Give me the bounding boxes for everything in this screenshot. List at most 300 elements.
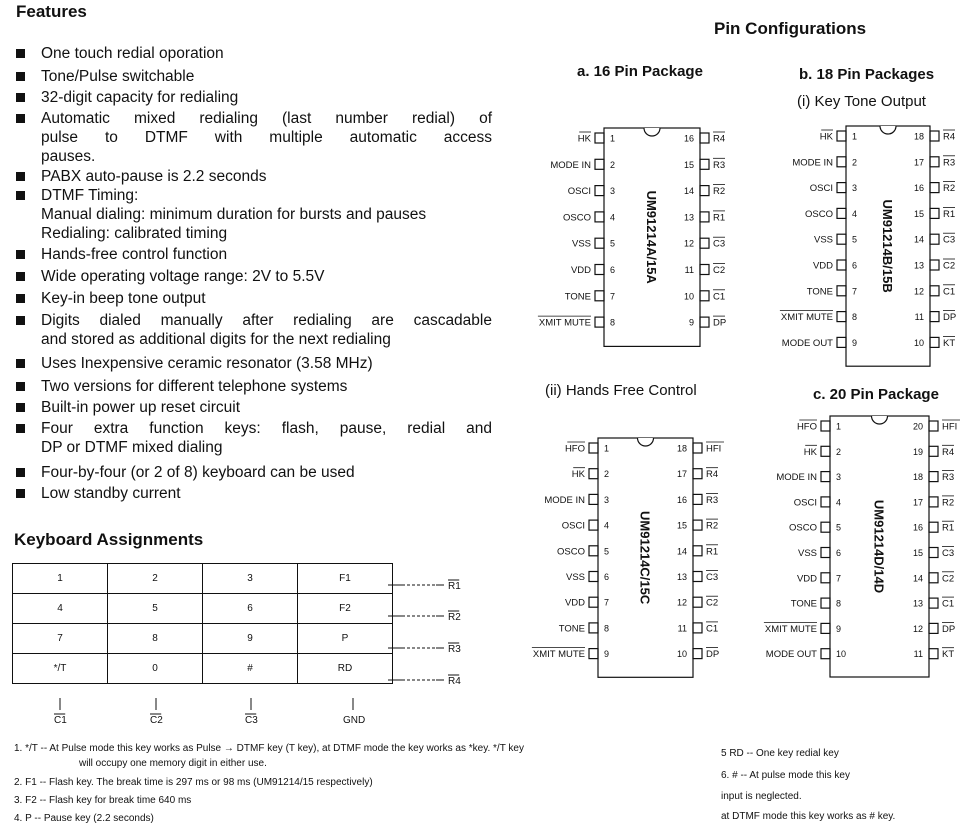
pin-number: 16 [683,133,694,144]
pin-box [821,649,830,659]
pin-label: DP [713,317,727,329]
pin-label: R1 [706,546,719,558]
pin-box [929,421,938,431]
keyboard-title: Keyboard Assignments [14,530,204,549]
pin-box [930,260,939,270]
pin-number: 10 [676,649,687,660]
pin-number: 3 [836,472,842,483]
pin-number: 17 [676,469,687,480]
pin-label: XMIT MUTE [532,649,585,661]
pin-number: 1 [836,421,842,432]
pin-box [821,598,830,608]
pin-label: MODE IN [550,159,591,171]
chip-notch [880,126,896,134]
pin-box [930,131,939,141]
pin-number: 3 [610,186,616,197]
pin-diagrams [500,100,975,690]
pin-number: 14 [683,186,694,197]
pin-box [589,494,598,504]
pin-number: 12 [913,286,924,297]
wire-label: C2 [150,715,163,726]
pin-label: OSCO [789,522,817,534]
feature-text: Uses Inexpensive ceramic resonator (3.58 MHz) [41,355,373,372]
pin-box [821,548,830,558]
pin-box [589,520,598,530]
pin-label: C2 [713,265,726,276]
key-cell: */T [13,654,108,684]
pin-label: MODE IN [792,157,833,169]
key-cell: F2 [298,594,393,624]
package-b2-title: (ii) Hands Free Control [545,382,697,399]
pin-label: XMIT MUTE [764,623,817,635]
feature-text: Manual dialing: minimum duration for bursts and pauses [41,206,427,223]
pin-box [821,497,830,507]
bullet-icon [16,191,25,200]
package-b1-title: (i) Key Tone Output [797,93,926,110]
pin-box [589,597,598,607]
pin-number: 14 [913,234,924,245]
pin-label: OSCI [567,186,591,198]
pin-box [821,421,830,431]
keyboard-wiring [0,560,480,730]
bullet-icon [16,489,25,498]
key-cell: # [203,654,298,684]
note-5: 5 RD -- One key redial key [721,748,839,759]
pin-number: 11 [677,623,687,634]
pin-number: 9 [852,337,858,348]
pin-label: DP [942,623,956,635]
pin-number: 7 [604,597,610,608]
feature-item [16,419,492,457]
pin-number: 16 [912,522,923,533]
pin-label: C3 [943,234,956,246]
chip-notch [644,128,660,136]
pin-label: OSCI [561,520,585,532]
bullet-icon [16,114,25,123]
feature-text: Key-in beep tone output [41,290,206,307]
bullet-icon [16,294,25,303]
pin-box [595,291,604,301]
pin-config-title: Pin Configurations [714,19,867,38]
pin-box [929,649,938,659]
pin-number: 15 [913,208,924,219]
feature-text: Low standby current [41,485,181,502]
pin-number: 15 [676,520,687,531]
pin-label: C3 [942,548,955,559]
key-cell: 3 [203,564,298,594]
pin-label: R4 [943,131,956,143]
pin-box [930,312,939,322]
pin-box [589,546,598,556]
pin-label: C2 [942,573,955,585]
bullet-icon [16,468,25,477]
pin-label: R3 [943,157,956,169]
pin-label: R3 [713,159,726,171]
package-b-title: b. 18 Pin Packages [799,66,935,83]
pin-number: 8 [852,312,858,323]
pin-label: MODE IN [544,494,585,506]
pin-label: VSS [565,572,585,583]
pin-box [821,522,830,532]
pin-number: 4 [852,208,858,219]
pin-number: 5 [610,238,616,249]
pin-box [700,291,709,301]
pin-number: 13 [912,598,923,609]
pin-box [821,472,830,482]
chip-name: UM91214C/15C [637,511,653,605]
pin-box [837,286,846,296]
pin-number: 20 [912,421,923,432]
pin-number: 18 [912,472,923,483]
pin-box [595,186,604,196]
pin-number: 7 [610,291,616,302]
pin-box [700,133,709,143]
pin-label: C1 [713,291,726,303]
pin-label: HFI [706,443,722,455]
pin-number: 10 [913,337,924,348]
pin-box [595,265,604,275]
feature-text: pulse to DTMF with multiple automatic access [41,129,492,146]
pin-label: OSCO [557,546,585,558]
pin-number: 8 [610,317,616,328]
pin-number: 11 [913,649,923,660]
pin-number: 13 [683,212,694,223]
pin-box [595,238,604,248]
pin-number: 5 [836,522,842,533]
pin-box [929,472,938,482]
pin-number: 2 [836,446,842,457]
bullet-icon [16,382,25,391]
pin-number: 16 [676,494,687,505]
feature-item [16,484,492,503]
key-cell: 9 [203,624,298,654]
pin-number: 7 [836,573,842,584]
package-c-title: c. 20 Pin Package [813,386,939,403]
pin-box [837,337,846,347]
pin-number: 3 [852,183,858,194]
pin-number: 2 [852,157,858,168]
pin-box [821,623,830,633]
pin-number: 3 [604,494,610,505]
pin-box [700,212,709,222]
pin-box [837,312,846,322]
pin-label: HFO [796,421,817,433]
bullet-icon [16,359,25,368]
pin-box [930,183,939,193]
note-1a: 1. */T -- At Pulse mode this key works as Pulse → DTMF key (T key), at DTMF mode the key works as *key. */T key [14,743,524,754]
note-6c: at DTMF mode this key works as # key. [721,811,896,822]
pin-box [693,443,702,453]
note-4: 4. P -- Pause key (2.2 seconds) [14,813,154,824]
pin-label: C3 [713,238,726,250]
pin-number: 2 [610,159,616,170]
wire-label: C3 [245,715,258,726]
pin-box [837,260,846,270]
pin-box [693,469,702,479]
pin-label: DP [943,312,957,324]
key-cell: P [298,624,393,654]
pin-box [693,623,702,633]
wire-label: R2 [448,612,461,623]
pin-number: 6 [610,265,616,275]
feature-item [16,186,492,243]
pin-box [929,573,938,583]
pin-number: 13 [913,260,924,271]
package-a-title: a. 16 Pin Package [577,63,703,80]
chip-notch [872,416,888,424]
pin-number: 12 [683,238,694,249]
pin-label: HK [571,469,585,481]
pin-number: 16 [913,183,924,194]
pin-box [693,520,702,530]
pin-number: 7 [852,286,858,297]
feature-text: Built-in power up reset circuit [41,399,240,416]
pin-label: VDD [570,265,591,276]
pin-label: OSCI [809,183,833,195]
pin-label: C3 [706,572,719,583]
pin-label: R1 [942,522,955,534]
pin-label: OSCO [805,208,833,220]
pin-box [930,208,939,218]
pin-number: 14 [676,546,687,557]
pin-label: KT [943,337,956,349]
pin-label: XMIT MUTE [780,312,833,324]
feature-text: Wide operating voltage range: 2V to 5.5V [41,268,325,285]
key-cell: 2 [108,564,203,594]
feature-text: Automatic mixed redialing (last number redial) of [41,110,492,127]
pin-box [700,317,709,327]
pin-label: XMIT MUTE [538,317,591,329]
feature-item [16,354,492,373]
pin-label: OSCO [563,212,591,224]
feature-text: Tone/Pulse switchable [41,68,195,85]
pin-label: MODE OUT [781,337,833,349]
pin-label: R4 [942,446,955,458]
pin-label: HK [819,131,833,143]
feature-item [16,289,492,308]
note-6b: input is neglected. [721,791,802,802]
note-3: 3. F2 -- Flash key for break time 640 ms [14,795,192,806]
pin-label: TONE [564,291,591,303]
pin-box [693,649,702,659]
feature-text: and stored as additional digits for the next redialing [41,331,391,348]
feature-text: PABX auto-pause is 2.2 seconds [41,168,267,185]
pin-number: 1 [604,443,610,454]
pin-number: 1 [610,133,616,144]
pin-number: 12 [676,597,687,608]
pin-box [837,157,846,167]
wire-label: GND [343,715,366,726]
pin-box [693,597,702,607]
pin-box [821,446,830,456]
bullet-icon [16,272,25,281]
feature-item [16,398,492,417]
feature-text: Redialing: calibrated timing [41,225,228,242]
bullet-icon [16,316,25,325]
note-2: 2. F1 -- Flash key. The break time is 297 ms or 98 ms (UM91214/15 respectively) [14,777,373,788]
key-cell: 4 [13,594,108,624]
pin-number: 14 [912,573,923,584]
chip-name: UM91214A/15A [644,190,659,284]
chip-name: UM91214D/14D [871,499,887,594]
pin-box [930,286,939,296]
key-cell: 0 [108,654,203,684]
pin-number: 6 [852,260,858,271]
feature-item [16,267,492,286]
pin-number: 15 [912,548,923,558]
pin-label: VDD [812,260,833,272]
features-title: Features [16,2,87,21]
pin-label: MODE OUT [765,649,817,661]
pin-label: VDD [796,573,817,585]
pin-number: 17 [913,157,924,168]
key-cell: F1 [298,564,393,594]
pin-box [595,317,604,327]
pin-box [693,494,702,504]
pin-number: 19 [912,446,923,457]
feature-item [16,44,492,63]
pin-number: 10 [683,291,694,302]
pin-label: C2 [706,597,719,609]
pin-number: 8 [836,598,842,609]
pin-label: HFI [942,421,958,433]
pin-label: R2 [942,497,955,509]
pin-number: 15 [683,159,694,170]
pin-number: 4 [836,497,842,508]
pin-box [693,546,702,556]
pin-box [595,133,604,143]
pin-label: HK [803,446,817,458]
feature-text: Digits dialed manually after redialing are cascadable [41,312,492,329]
wire-label: R1 [448,581,461,592]
pin-number: 9 [604,649,610,660]
note-1b: will occupy one memory digit in either use. [79,758,267,769]
feature-item [16,167,492,186]
pin-label: DP [706,649,720,661]
key-cell: 5 [108,594,203,624]
pin-label: KT [942,649,955,661]
pin-box [595,212,604,222]
pin-label: VSS [571,238,591,250]
bullet-icon [16,403,25,412]
pin-label: VDD [564,597,585,609]
pin-number: 18 [676,443,687,454]
pin-box [589,469,598,479]
wire-label: R3 [448,644,461,655]
pin-box [589,623,598,633]
pin-number: 9 [688,317,694,328]
pin-label: C2 [943,260,956,272]
pin-label: VSS [813,234,833,246]
pin-number: 12 [912,623,923,634]
pin-label: C1 [706,623,719,635]
pin-number: 6 [604,572,610,582]
feature-item [16,463,492,482]
pin-number: 13 [676,572,687,582]
pin-label: R3 [706,494,719,506]
pin-number: 17 [912,497,923,508]
feature-text: One touch redial oporation [41,45,224,62]
pin-box [929,446,938,456]
key-cell: 6 [203,594,298,624]
pin-number: 2 [604,469,610,480]
pin-number: 11 [684,265,694,275]
pin-box [589,572,598,582]
pin-box [700,186,709,196]
pin-box [589,649,598,659]
wire-label: R4 [448,676,461,687]
pin-box [700,159,709,169]
pin-number: 1 [852,131,858,142]
pin-label: R3 [942,472,955,484]
bullet-icon [16,424,25,433]
feature-item [16,67,492,86]
feature-text: Four-by-four (or 2 of 8) keyboard can be used [41,464,355,481]
pin-box [929,497,938,507]
key-cell: 1 [13,564,108,594]
note-6a: 6. # -- At pulse mode this key [721,770,850,781]
pin-label: TONE [558,623,585,635]
key-cell: 7 [13,624,108,654]
pin-box [837,131,846,141]
pin-label: VSS [797,548,817,559]
pin-label: C1 [943,286,956,298]
pin-box [929,548,938,558]
pin-label: R2 [713,186,726,198]
pin-number: 4 [604,520,610,531]
feature-item [16,311,492,349]
pin-number: 6 [836,548,842,558]
chip-name: UM91214B/15B [880,199,895,293]
pin-box [821,573,830,583]
bullet-icon [16,49,25,58]
pin-label: R2 [706,520,719,532]
pin-box [930,234,939,244]
feature-text: DP or DTMF mixed dialing [41,439,223,456]
feature-text: Hands-free control function [41,246,228,263]
pin-label: R4 [713,133,726,145]
pin-box [700,265,709,275]
feature-text: Two versions for different telephone systems [41,378,348,395]
pin-number: 4 [610,212,616,223]
bullet-icon [16,250,25,259]
pin-box [837,208,846,218]
feature-text: Four extra function keys: flash, pause, redial and [41,420,492,437]
pin-label: R1 [713,212,726,224]
pin-box [930,337,939,347]
pin-box [693,572,702,582]
pin-label: TONE [790,598,817,610]
pin-box [589,443,598,453]
pin-number: 9 [836,623,842,634]
pin-box [837,183,846,193]
feature-text: pauses. [41,148,96,165]
feature-item [16,109,492,166]
pin-label: R2 [943,183,956,195]
pin-number: 8 [604,623,610,634]
pin-label: C1 [942,598,955,610]
pin-label: TONE [806,286,833,298]
feature-text: DTMF Timing: [41,187,139,204]
pin-label: OSCI [793,497,817,509]
pin-label: R1 [943,208,956,220]
feature-item [16,245,492,264]
chip-notch [638,438,654,446]
feature-item [16,88,492,107]
pin-number: 18 [913,131,924,142]
pin-box [930,157,939,167]
wire-label: C1 [54,715,67,726]
